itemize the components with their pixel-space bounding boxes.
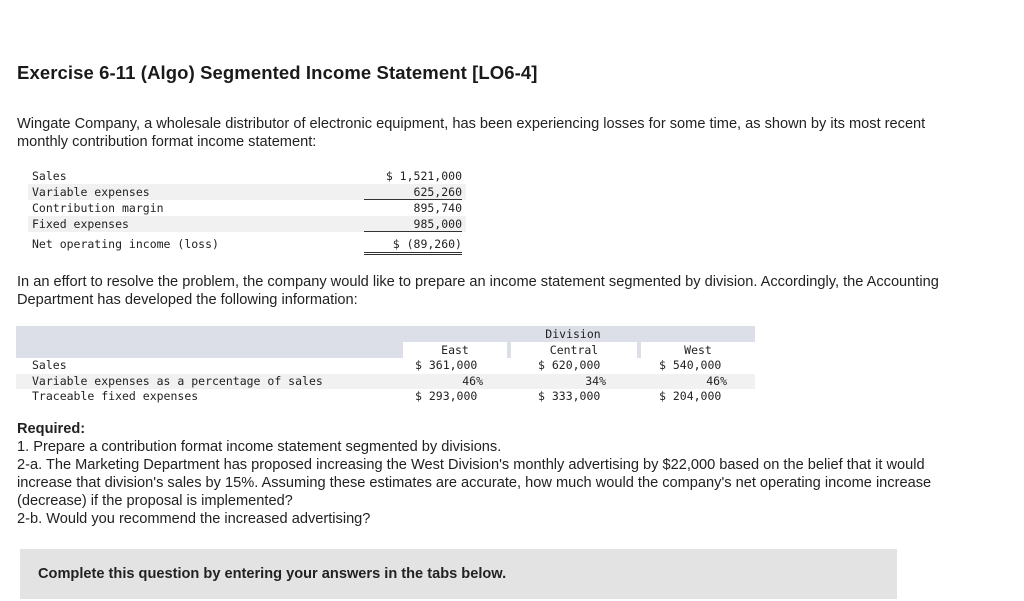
east-value: $ 293,000 — [415, 389, 478, 403]
west-value: 46% — [706, 373, 727, 388]
banner-text: Complete this question by entering your answers in the tabs below. — [38, 566, 507, 582]
income-value: 895,740 — [413, 201, 462, 215]
income-row-contribution-margin — [28, 200, 466, 216]
page-title: Exercise 6-11 (Algo) Segmented Income Statement [LO6-4] — [17, 62, 538, 83]
west-value: $ 204,000 — [659, 389, 722, 403]
income-label: Contribution margin — [32, 201, 164, 215]
table-row — [16, 374, 755, 390]
column-header-central: Central — [511, 342, 637, 358]
central-value: $ 333,000 — [538, 389, 601, 403]
row-label: Variable expenses as a percentage of sales — [32, 373, 323, 388]
central-value: 34% — [585, 373, 606, 388]
east-value: $ 361,000 — [415, 358, 478, 372]
intro-paragraph: Wingate Company, a wholesale distributor of electronic equipment, has been experiencing losses for some time, as shown by its most recent monthly contribution format income statement: — [17, 116, 926, 150]
income-value: $ (89,260) — [364, 236, 462, 255]
instructions-banner — [20, 549, 897, 599]
east-value: 46% — [462, 373, 483, 388]
required-item: 1. Prepare a contribution format income statement segmented by divisions. — [17, 439, 502, 455]
income-statement — [28, 168, 466, 252]
income-label: Sales — [32, 169, 67, 183]
income-label: Net operating income (loss) — [32, 237, 219, 251]
row-label: Sales — [32, 358, 67, 372]
income-row-fixed-expenses — [28, 216, 466, 232]
division-header — [16, 326, 755, 358]
middle-paragraph: In an effort to resolve the problem, the company would like to prepare an income statement segmented by division. Accordingly, the Accounting Department has developed the following information: — [17, 274, 939, 308]
column-header-east: East — [403, 342, 507, 358]
income-row-variable-expenses — [28, 184, 466, 200]
row-label: Traceable fixed expenses — [32, 389, 199, 403]
division-group-header: Division — [545, 327, 601, 341]
required-item: 2-a. The Marketing Department has proposed increasing the West Division's monthly advertising by $22,000 based on the belief that it would increase that division's sales by 15%. Assuming these estimates are accurate, how much would the company's net operating income increase (decrease) if the proposal is implemented? — [17, 457, 932, 509]
income-label: Fixed expenses — [32, 217, 129, 231]
table-row — [16, 358, 755, 374]
income-value: 625,260 — [364, 184, 462, 200]
income-row-net-operating-income — [28, 236, 466, 252]
required-section — [17, 420, 977, 528]
division-table — [16, 326, 755, 405]
required-heading: Required: — [17, 421, 86, 437]
income-value: 985,000 — [364, 216, 462, 232]
table-row — [16, 389, 755, 405]
central-value: $ 620,000 — [538, 358, 601, 372]
west-value: $ 540,000 — [659, 358, 722, 372]
required-item: 2-b. Would you recommend the increased advertising? — [17, 511, 371, 527]
column-header-west: West — [641, 342, 755, 358]
income-label: Variable expenses — [32, 185, 150, 199]
income-row-sales — [28, 168, 466, 184]
income-value: $ 1,521,000 — [385, 169, 462, 183]
